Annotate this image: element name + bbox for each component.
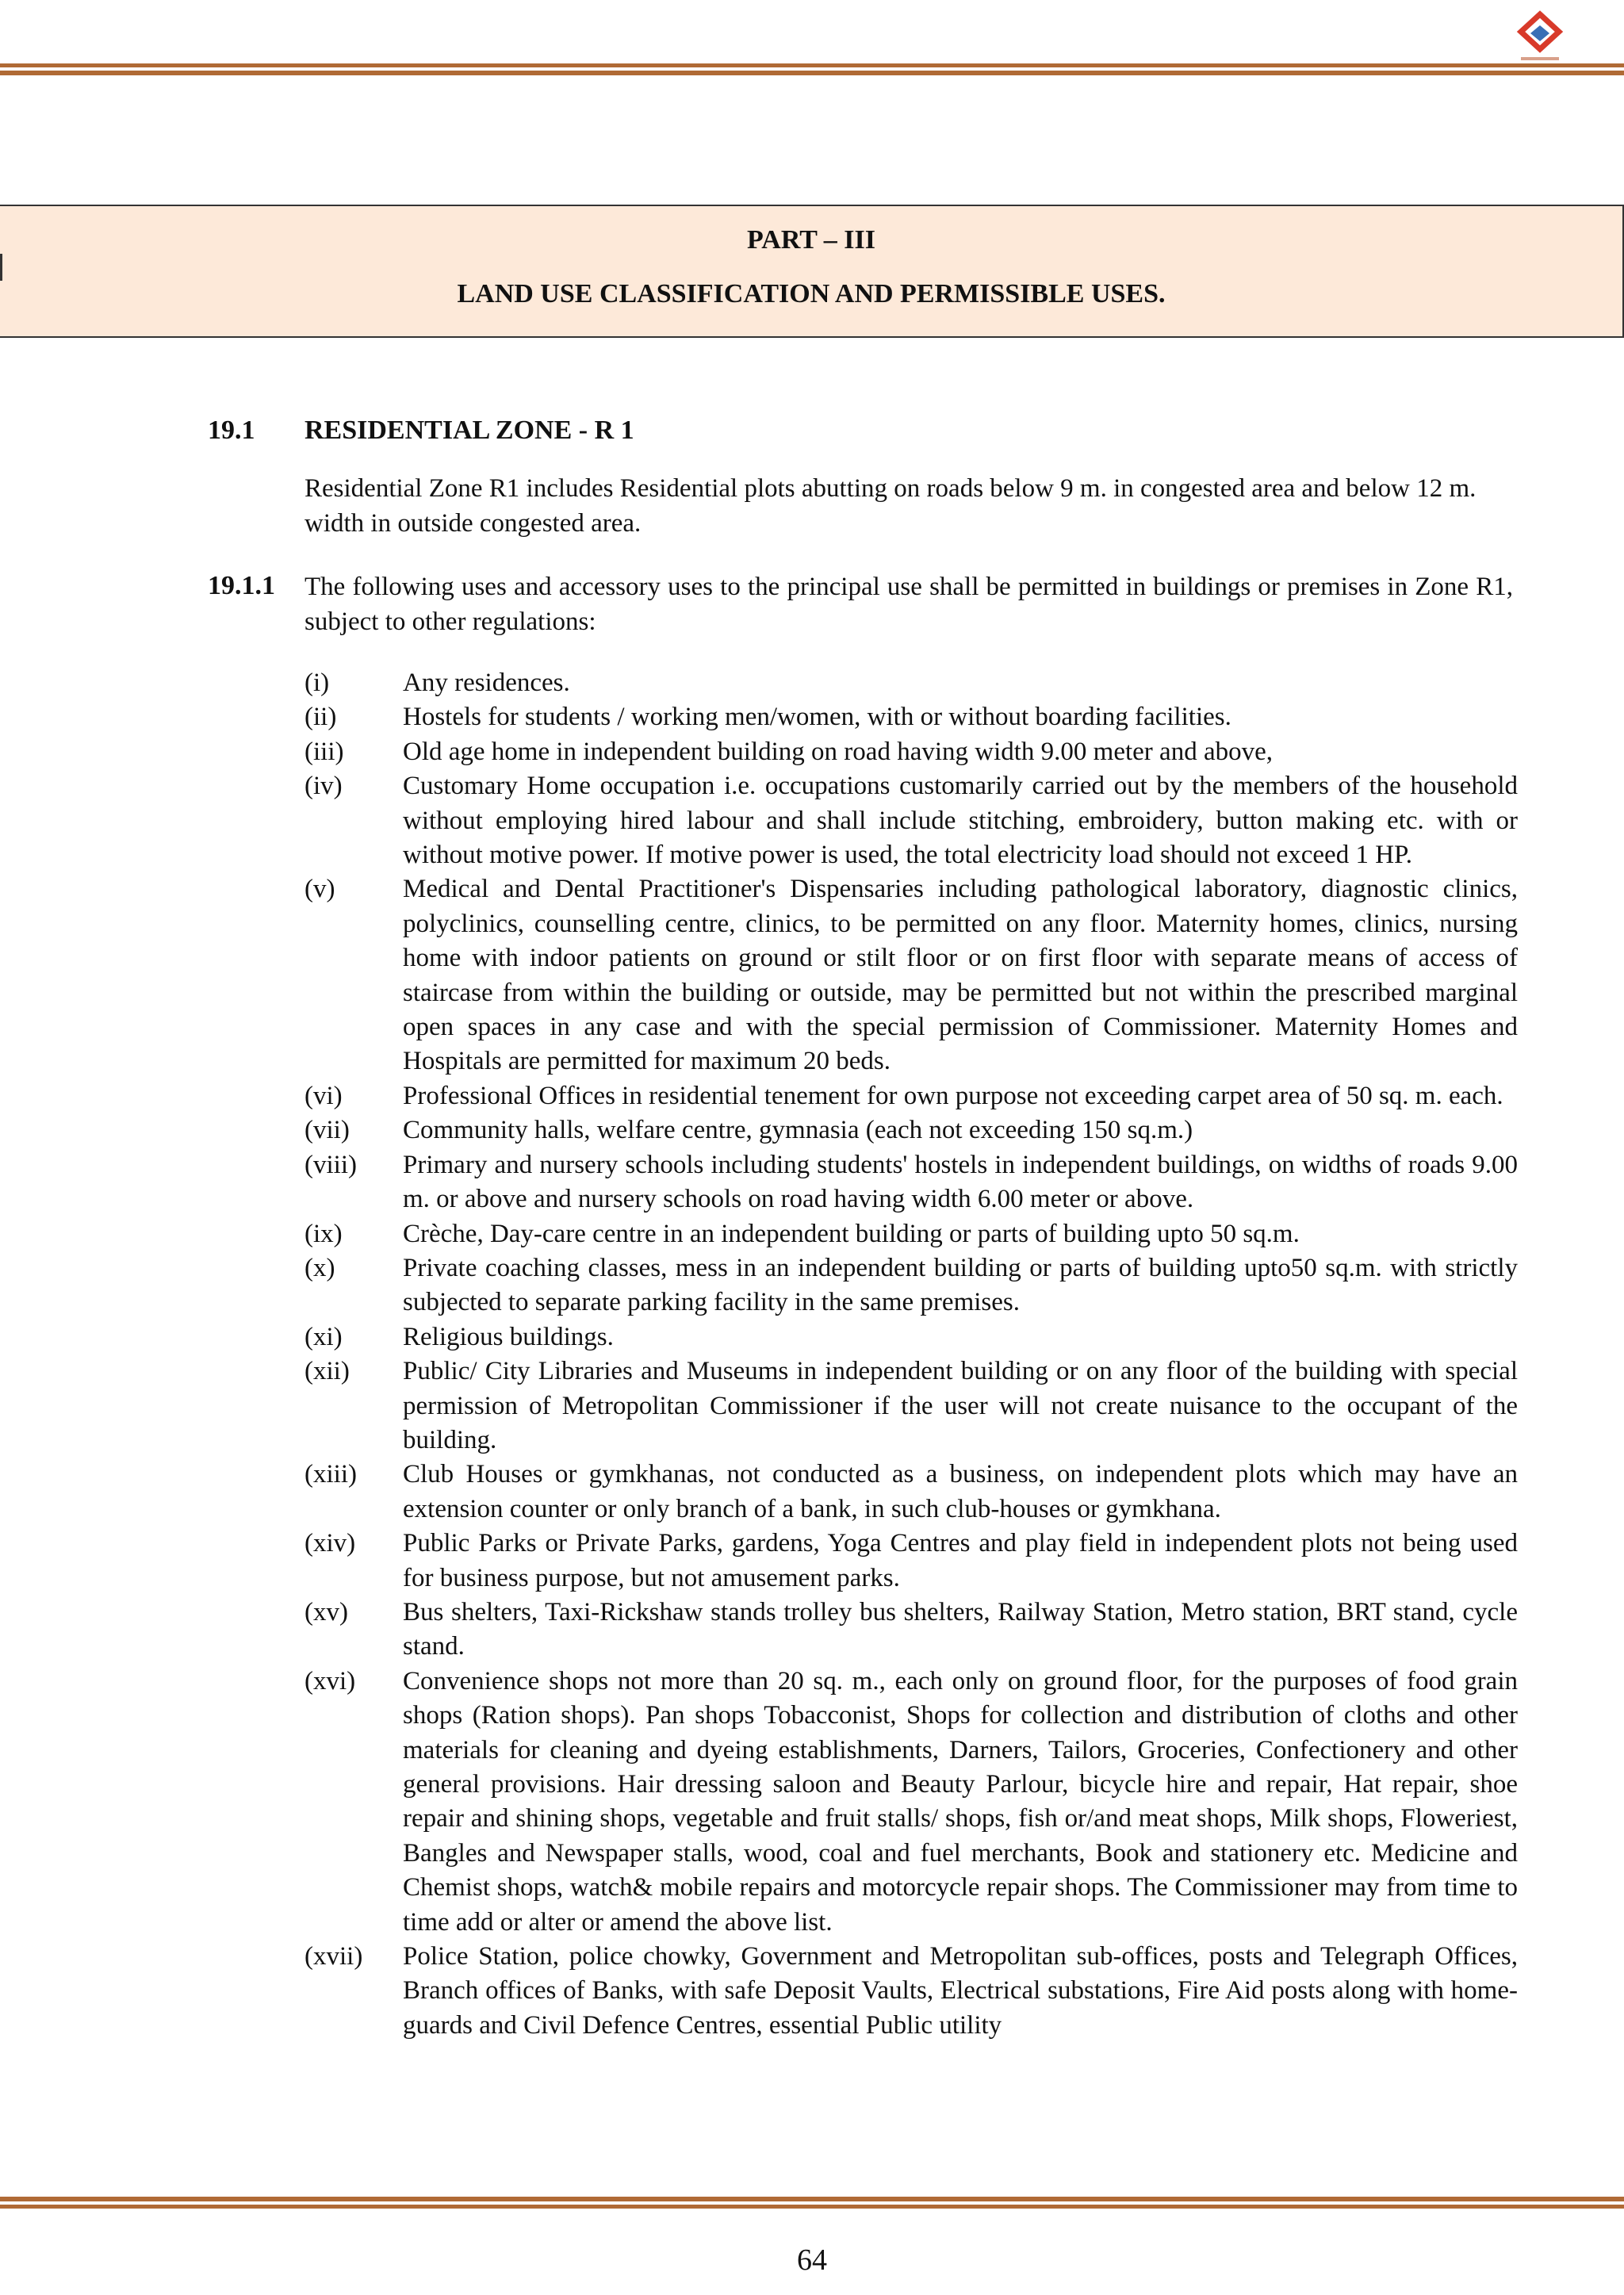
list-item-text: Professional Offices in residential tenement for own purpose not exceeding carpet area of 50 sq. m. each.	[403, 1081, 1503, 1110]
list-item	[304, 769, 1518, 872]
list-item-text: Old age home in independent building on road having width 9.00 meter and above,	[403, 737, 1273, 766]
list-item	[304, 1354, 1518, 1458]
list-item	[304, 1458, 1518, 1527]
list-item-text: Club Houses or gymkhanas, not conducted as a business, on independent plots which may have an extension counter or only branch of a bank, in such club-houses or gymkhana.	[403, 1460, 1518, 1523]
list-item-number: (x)	[304, 1253, 335, 1282]
list-item-text: Community halls, welfare centre, gymnasia (each not exceeding 150 sq.m.)	[403, 1116, 1193, 1145]
header-rule	[0, 63, 1624, 75]
list-item-text: Customary Home occupation i.e. occupations customarily carried out by the members of the household without employing hired labour and shall include stitching, embroidery, button making etc. with or without motive power. If motive power is used, the total electricity load should not exceed 1 HP.	[403, 772, 1518, 870]
section-number: 19.1	[208, 416, 255, 445]
list-item	[304, 1940, 1518, 2043]
list-item-number: (ix)	[304, 1219, 343, 1248]
list-item-number: (xii)	[304, 1357, 350, 1386]
section-heading: RESIDENTIAL ZONE - R 1	[304, 416, 634, 445]
subsection-number: 19.1.1	[208, 571, 275, 600]
list-item-text: Any residences.	[403, 669, 570, 697]
list-item-number: (i)	[304, 669, 330, 697]
list-item-text: Public Parks or Private Parks, gardens, Yoga Centres and play field in independent plots not being used for business purpose, but not amusement parks.	[403, 1529, 1518, 1592]
list-item-number: (ii)	[304, 703, 337, 732]
list-item-number: (iv)	[304, 772, 343, 801]
list-item-number: (xv)	[304, 1597, 348, 1626]
list-item-text: Private coaching classes, mess in an independent building or parts of building upto50 sq.m. with strictly subjected to separate parking facility in the same premises.	[403, 1253, 1518, 1317]
list-item-number: (vi)	[304, 1081, 343, 1110]
list-item-text: Primary and nursery schools including students' hostels in independent buildings, on widths of roads 9.00 m. or above and nursery schools on road having width 6.00 meter or above.	[403, 1150, 1518, 1214]
list-item-number: (viii)	[304, 1150, 357, 1179]
list-item-number: (vii)	[304, 1116, 350, 1145]
list-item	[304, 735, 1518, 769]
list-item	[304, 1148, 1518, 1217]
list-item-number: (xi)	[304, 1322, 343, 1351]
permitted-uses-list	[304, 666, 1518, 2043]
list-item	[304, 1527, 1518, 1596]
list-item-text: Medical and Dental Practitioner's Dispensaries including pathological laboratory, diagnostic clinics, polyclinics, counselling centre, clinics, to be permitted on any floor. Maternity homes, clinics, nursing home with indoor patients on ground or stilt floor or on first floor with separate means of access of staircase from within the building or outside, may be permitted but not within the prescribed marginal open spaces in any case and with the special permission of Commissioner. Maternity Homes and Hospitals are permitted for maximum 20 beds.	[403, 875, 1518, 1076]
list-item	[304, 1596, 1518, 1665]
footer-rule	[0, 2197, 1624, 2209]
list-item	[304, 872, 1518, 1079]
list-item-number: (xvii)	[304, 1942, 363, 1971]
list-item	[304, 1079, 1518, 1113]
list-item-number: (xvi)	[304, 1666, 356, 1695]
subsection-text: The following uses and accessory uses to the principal use shall be permitted in buildings or premises in Zone R1, subject to other regulations:	[304, 573, 1513, 636]
list-item	[304, 1217, 1518, 1251]
list-item	[304, 700, 1518, 734]
list-item-text: Crèche, Day-care centre in an independent building or parts of building upto 50 sq.m.	[403, 1219, 1300, 1248]
part-title: PART – III	[747, 225, 875, 255]
list-item	[304, 1320, 1518, 1354]
list-item-number: (xiii)	[304, 1460, 357, 1489]
part-subtitle: LAND USE CLASSIFICATION AND PERMISSIBLE USES.	[457, 279, 1166, 308]
list-item-text: Hostels for students / working men/women, with or without boarding facilities.	[403, 703, 1231, 732]
list-item-text: Public/ City Libraries and Museums in independent building or on any floor of the building with special permission of Metropolitan Commissioner if the user will not create nuisance to the occupant of the building.	[403, 1357, 1518, 1454]
list-item-text: Convenience shops not more than 20 sq. m., each only on ground floor, for the purposes of food grain shops (Ration shops). Pan shops Tobacconist, Shops for collection and distribution of cloths and other materials for cleaning and dyeing establishments, Darners, Tailors, Groceries, Confectionery and other general provisions. Hair dressing saloon and Beauty Parlour, bicycle hire and repair, Hat repair, shoe repair and shining shops, vegetable and fruit stalls/ shops, fish or/and meat shops, Milk shops, Floweriest, Bangles and Newspaper stalls, wood, coal and fuel merchants, Book and stationery etc. Medicine and Chemist shops, watch& mobile repairs and motorcycle repair shops. The Commissioner may from time to time add or alter or amend the above list.	[403, 1666, 1518, 1937]
company-logo-icon	[1510, 8, 1570, 68]
list-item	[304, 1665, 1518, 1940]
part-banner	[0, 205, 1624, 338]
page-number: 64	[797, 2243, 827, 2277]
list-item-number: (v)	[304, 875, 335, 904]
section-intro: Residential Zone R1 includes Residential plots abutting on roads below 9 m. in congested area and below 12 m. width in outside congested area.	[304, 474, 1477, 538]
list-item	[304, 1113, 1518, 1148]
list-item	[304, 1251, 1518, 1320]
list-item-text: Bus shelters, Taxi-Rickshaw stands trolley bus shelters, Railway Station, Metro station, BRT stand, cycle stand.	[403, 1597, 1518, 1661]
list-item-text: Religious buildings.	[403, 1322, 614, 1351]
list-item	[304, 666, 1518, 700]
list-item-number: (xiv)	[304, 1529, 356, 1558]
list-item-number: (iii)	[304, 737, 344, 766]
list-item-text: Police Station, police chowky, Government and Metropolitan sub-offices, posts and Telegraph Offices, Branch offices of Banks, with safe Deposit Vaults, Electrical substations, Fire Aid posts along with home-guards and Civil Defence Centres, essential Public utility	[403, 1942, 1518, 2040]
